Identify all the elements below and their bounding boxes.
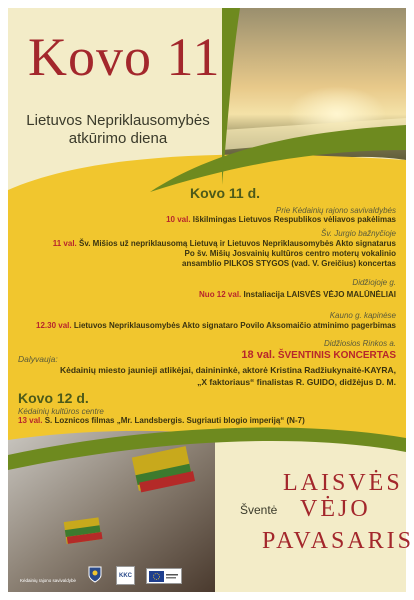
subtitle-line-1: Lietuvos Nepriklausomybės bbox=[26, 112, 210, 129]
kkc-logo bbox=[116, 566, 135, 585]
event4-venue: Kauno g. kapinėse bbox=[329, 311, 396, 320]
participants-heading: Dalyvauja: bbox=[18, 354, 58, 364]
participants bbox=[18, 364, 396, 388]
day1-heading: Kovo 11 d. bbox=[190, 185, 261, 201]
day2-venue: Kėdainių kultūros centre bbox=[18, 407, 104, 416]
subtitle-line-2: atkūrimo diena bbox=[68, 130, 168, 147]
concert-venue: Didžiosios Rinkos a. bbox=[323, 339, 396, 348]
event2-time: 11 val. bbox=[52, 239, 77, 248]
event4-time: 12.30 val. bbox=[36, 321, 72, 330]
event1-line bbox=[166, 215, 396, 225]
event3-text: Instaliacija LAISVĖS VĖJO MALŪNĖLIAI bbox=[243, 290, 396, 299]
eu-logo bbox=[146, 568, 182, 584]
event4-line bbox=[36, 321, 396, 331]
event3-time: Nuo 12 val. bbox=[199, 290, 242, 299]
event2-venue: Šv. Jurgio bažnyčioje bbox=[321, 229, 396, 238]
eu-flag-icon bbox=[149, 571, 179, 582]
subtitle bbox=[18, 112, 218, 148]
slogan-line-1: LAISVĖS bbox=[283, 470, 403, 496]
participants-line-1: Kėdainių miesto jaunieji atlikėjai, dainininkė, aktorė Kristina Radžiukynaitė-KAYRA, bbox=[60, 365, 396, 375]
event2-extra-1: Po šv. Mišių Josvainių kultūros centro moterų vokalinio bbox=[184, 249, 396, 258]
day2-line bbox=[18, 416, 305, 426]
event2-line bbox=[53, 239, 396, 249]
event1-time: 10 val. bbox=[166, 215, 191, 224]
participants-line-2: „X faktoriaus“ finalistas R. GUIDO, didžėjus D. M. bbox=[197, 377, 396, 387]
event3-line bbox=[199, 290, 396, 300]
kkc-logo-text: KKC bbox=[119, 572, 132, 579]
coat-of-arms-icon bbox=[88, 566, 102, 583]
concert-time: 18 val. bbox=[241, 349, 276, 361]
slogan-line-3: PAVASARIS bbox=[262, 528, 414, 554]
concert-title: ŠVENTINIS KONCERTAS bbox=[277, 350, 396, 361]
event2-text: Šv. Mišios už nepriklausomą Lietuvą ir Lietuvos Nepriklausomybės Akto signatarus bbox=[79, 239, 396, 248]
event4-text: Lietuvos Nepriklausomybės Akto signataro Povilo Aksomaičio atminimo pagerbimas bbox=[73, 321, 396, 330]
slogan-line-2: VĖJO bbox=[300, 496, 371, 522]
day2-text: S. Loznicos filmas „Mr. Landsbergis. Sugriauti blogio imperiją“ (N-7) bbox=[44, 416, 305, 425]
day2-time: 13 val. bbox=[18, 416, 43, 425]
day2-heading: Kovo 12 d. bbox=[18, 390, 89, 406]
slogan-small: Šventė bbox=[240, 503, 278, 517]
event1-venue: Prie Kėdainių rajono savivaldybės bbox=[275, 206, 396, 215]
footer-org: Kėdainių rajono savivaldybė bbox=[20, 578, 77, 583]
event2-extra-2: ansamblio PILKOS STYGOS (vad. V. Greičius) koncertas bbox=[182, 259, 396, 268]
event3-venue: Didžiojoje g. bbox=[352, 278, 396, 287]
page-title: Kovo 11 bbox=[28, 27, 221, 87]
event1-text: Iškilmingas Lietuvos Respublikos vėliavos pakėlimas bbox=[192, 215, 396, 224]
concert-line bbox=[241, 349, 396, 361]
